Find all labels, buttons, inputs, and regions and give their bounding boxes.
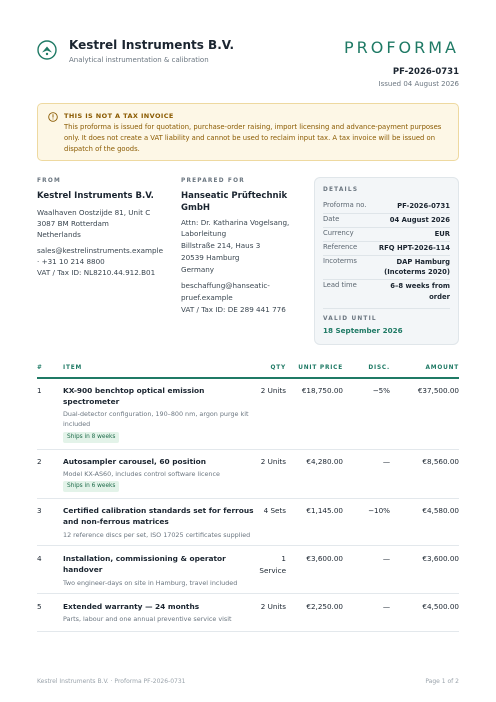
client-name-line: Hanseatic Prüftechnik <box>181 191 288 201</box>
item-title-line: handover <box>63 565 103 574</box>
item-amount: €4,500.00 <box>422 602 459 611</box>
detail-value-lead-time-line: 6–8 weeks from <box>390 282 450 290</box>
row-number: 2 <box>37 457 42 466</box>
issued-date-value: 04 August 2026 <box>403 80 459 88</box>
col-header-unit-price: UNIT PRICE <box>298 365 343 371</box>
kestrel-logo-icon <box>37 40 57 60</box>
from-phone: · +31 10 214 8800 <box>37 257 105 266</box>
row-divider <box>37 631 459 632</box>
item-title-line: Extended warranty — 24 months <box>63 602 200 611</box>
item-qty: 2 Units <box>260 602 286 611</box>
detail-label-incoterms: Incoterms <box>323 257 357 265</box>
detail-label-currency: Currency <box>323 229 354 237</box>
client-address-line: Germany <box>181 265 215 274</box>
item-title-line: and non-ferrous matrices <box>63 517 169 526</box>
lead-time-badge: Ships in 8 weeks <box>63 432 119 443</box>
item-title-line: Autosampler carousel, 60 position <box>63 457 206 466</box>
item-qty: 1 <box>281 554 286 563</box>
row-number: 4 <box>37 554 42 563</box>
document-number: PF-2026-0731 <box>392 67 459 77</box>
item-unit-price: €2,250.00 <box>306 602 343 611</box>
from-label: FROM <box>37 178 61 184</box>
detail-value-proforma-no: PF-2026-0731 <box>397 202 450 210</box>
item-description-line: 12 reference discs per set, ISO 17025 certificates supplied <box>63 531 251 539</box>
detail-value-lead-time-line: order <box>429 293 450 301</box>
detail-label-date: Date <box>323 215 340 223</box>
details-divider <box>323 241 450 242</box>
client-address-line: 20539 Hamburg <box>181 253 240 262</box>
tax-notice <box>37 103 459 161</box>
from-name: Kestrel Instruments B.V. <box>37 191 154 201</box>
company-tagline: Analytical instrumentation & calibration <box>69 56 209 64</box>
item-amount: €37,500.00 <box>417 386 459 395</box>
footer-document-label: Kestrel Instruments B.V. · Proforma PF-2026-0731 <box>37 678 186 685</box>
item-description-line: Parts, labour and one annual preventive service visit <box>63 615 232 623</box>
details-panel <box>314 177 459 345</box>
item-description-line: Two engineer-days on site in Hamburg, travel included <box>63 579 238 587</box>
row-divider <box>37 449 459 450</box>
details-divider <box>323 279 450 280</box>
col-header-amount: AMOUNT <box>425 365 459 371</box>
details-divider <box>323 227 450 228</box>
item-discount: −10% <box>368 506 390 515</box>
item-discount: — <box>382 602 390 611</box>
info-icon <box>48 112 58 122</box>
client-address-line: Laborleitung <box>181 229 227 238</box>
issued-label: Issued <box>378 80 402 88</box>
detail-value-date: 04 August 2026 <box>389 216 450 224</box>
valid-until-label: VALID UNTIL <box>323 316 377 322</box>
detail-value-incoterms-line: (Incoterms 2020) <box>384 268 450 276</box>
table-header-rule <box>37 377 459 379</box>
valid-until-date: 18 September 2026 <box>323 326 403 335</box>
client-name-line: GmbH <box>181 203 211 213</box>
client-email-line: pruef.example <box>181 293 233 302</box>
col-header-discount: DISC. <box>368 365 390 371</box>
from-address-line: Waalhaven Oostzijde 81, Unit C <box>37 208 151 217</box>
item-discount: −5% <box>372 386 390 395</box>
item-discount: — <box>382 554 390 563</box>
client-address-line: Attn: Dr. Katharina Vogelsang, <box>181 218 290 227</box>
details-divider <box>323 308 450 309</box>
item-unit-price: €3,600.00 <box>306 554 343 563</box>
document-type: PROFORMA <box>343 38 459 57</box>
col-header-item: ITEM <box>63 365 83 371</box>
item-amount: €8,560.00 <box>422 457 459 466</box>
item-title-line: Certified calibration standards set for ferrous <box>63 506 254 515</box>
item-discount: — <box>382 457 390 466</box>
detail-label-lead-time: Lead time <box>323 281 357 289</box>
row-number: 5 <box>37 602 42 611</box>
item-description-line: Model KX-AS60, includes control software licence <box>63 470 220 478</box>
item-title-line: KX-900 benchtop optical emission <box>63 386 205 395</box>
footer-page-number: Page 1 of 2 <box>425 678 459 685</box>
detail-value-reference: RFQ HPT-2026-114 <box>378 244 450 252</box>
row-number: 3 <box>37 506 42 515</box>
item-qty: 4 Sets <box>263 506 286 515</box>
client-address-line: Billstraße 214, Haus 3 <box>181 241 261 250</box>
detail-label-proforma-no: Proforma no. <box>323 201 367 209</box>
detail-value-incoterms-line: DAP Hamburg <box>396 258 450 266</box>
from-address-line: Netherlands <box>37 230 81 239</box>
item-unit-price: €18,750.00 <box>301 386 343 395</box>
detail-value-currency: EUR <box>434 230 450 238</box>
item-qty-unit: Service <box>259 566 286 575</box>
item-description-line: included <box>63 420 91 428</box>
item-amount: €4,580.00 <box>422 506 459 515</box>
col-header-number: # <box>37 365 43 371</box>
company-name: Kestrel Instruments B.V. <box>69 38 235 52</box>
item-unit-price: €1,145.00 <box>306 506 343 515</box>
item-unit-price: €4,280.00 <box>306 457 343 466</box>
row-number: 1 <box>37 386 42 395</box>
notice-text: This proforma is issued for quotation, purchase-order raising, import licensing and advance-payment purposes only. It does not create a VAT liability and cannot be used to reclaim input tax. A tax invoice will be issued on dispatch of the goods. <box>64 123 442 153</box>
row-divider <box>37 498 459 499</box>
prepared-for-label: PREPARED FOR <box>181 178 245 184</box>
client-email-line: beschaffung@hanseatic- <box>181 281 270 290</box>
from-vat-id: VAT / Tax ID: NL8210.44.912.B01 <box>37 268 156 277</box>
item-qty: 2 Units <box>260 386 286 395</box>
item-title-line: spectrometer <box>63 397 120 406</box>
notice-title: THIS IS NOT A TAX INVOICE <box>64 112 174 120</box>
row-divider <box>37 593 459 594</box>
item-description-line: Dual-detector configuration, 190–800 nm, argon purge kit <box>63 410 249 418</box>
item-qty: 2 Units <box>260 457 286 466</box>
col-header-qty: QTY <box>270 365 286 371</box>
issued-date <box>379 80 459 88</box>
from-email: sales@kestrelinstruments.example <box>37 246 163 255</box>
row-divider <box>37 545 459 546</box>
client-vat-id: VAT / Tax ID: DE 289 441 776 <box>181 305 286 314</box>
details-divider <box>323 255 450 256</box>
detail-label-reference: Reference <box>323 243 358 251</box>
item-amount: €3,600.00 <box>422 554 459 563</box>
item-title-line: Installation, commissioning & operator <box>63 554 226 563</box>
details-label: DETAILS <box>323 187 359 193</box>
details-divider <box>323 213 450 214</box>
from-address-line: 3087 BM Rotterdam <box>37 219 109 228</box>
lead-time-badge: Ships in 6 weeks <box>63 481 119 492</box>
